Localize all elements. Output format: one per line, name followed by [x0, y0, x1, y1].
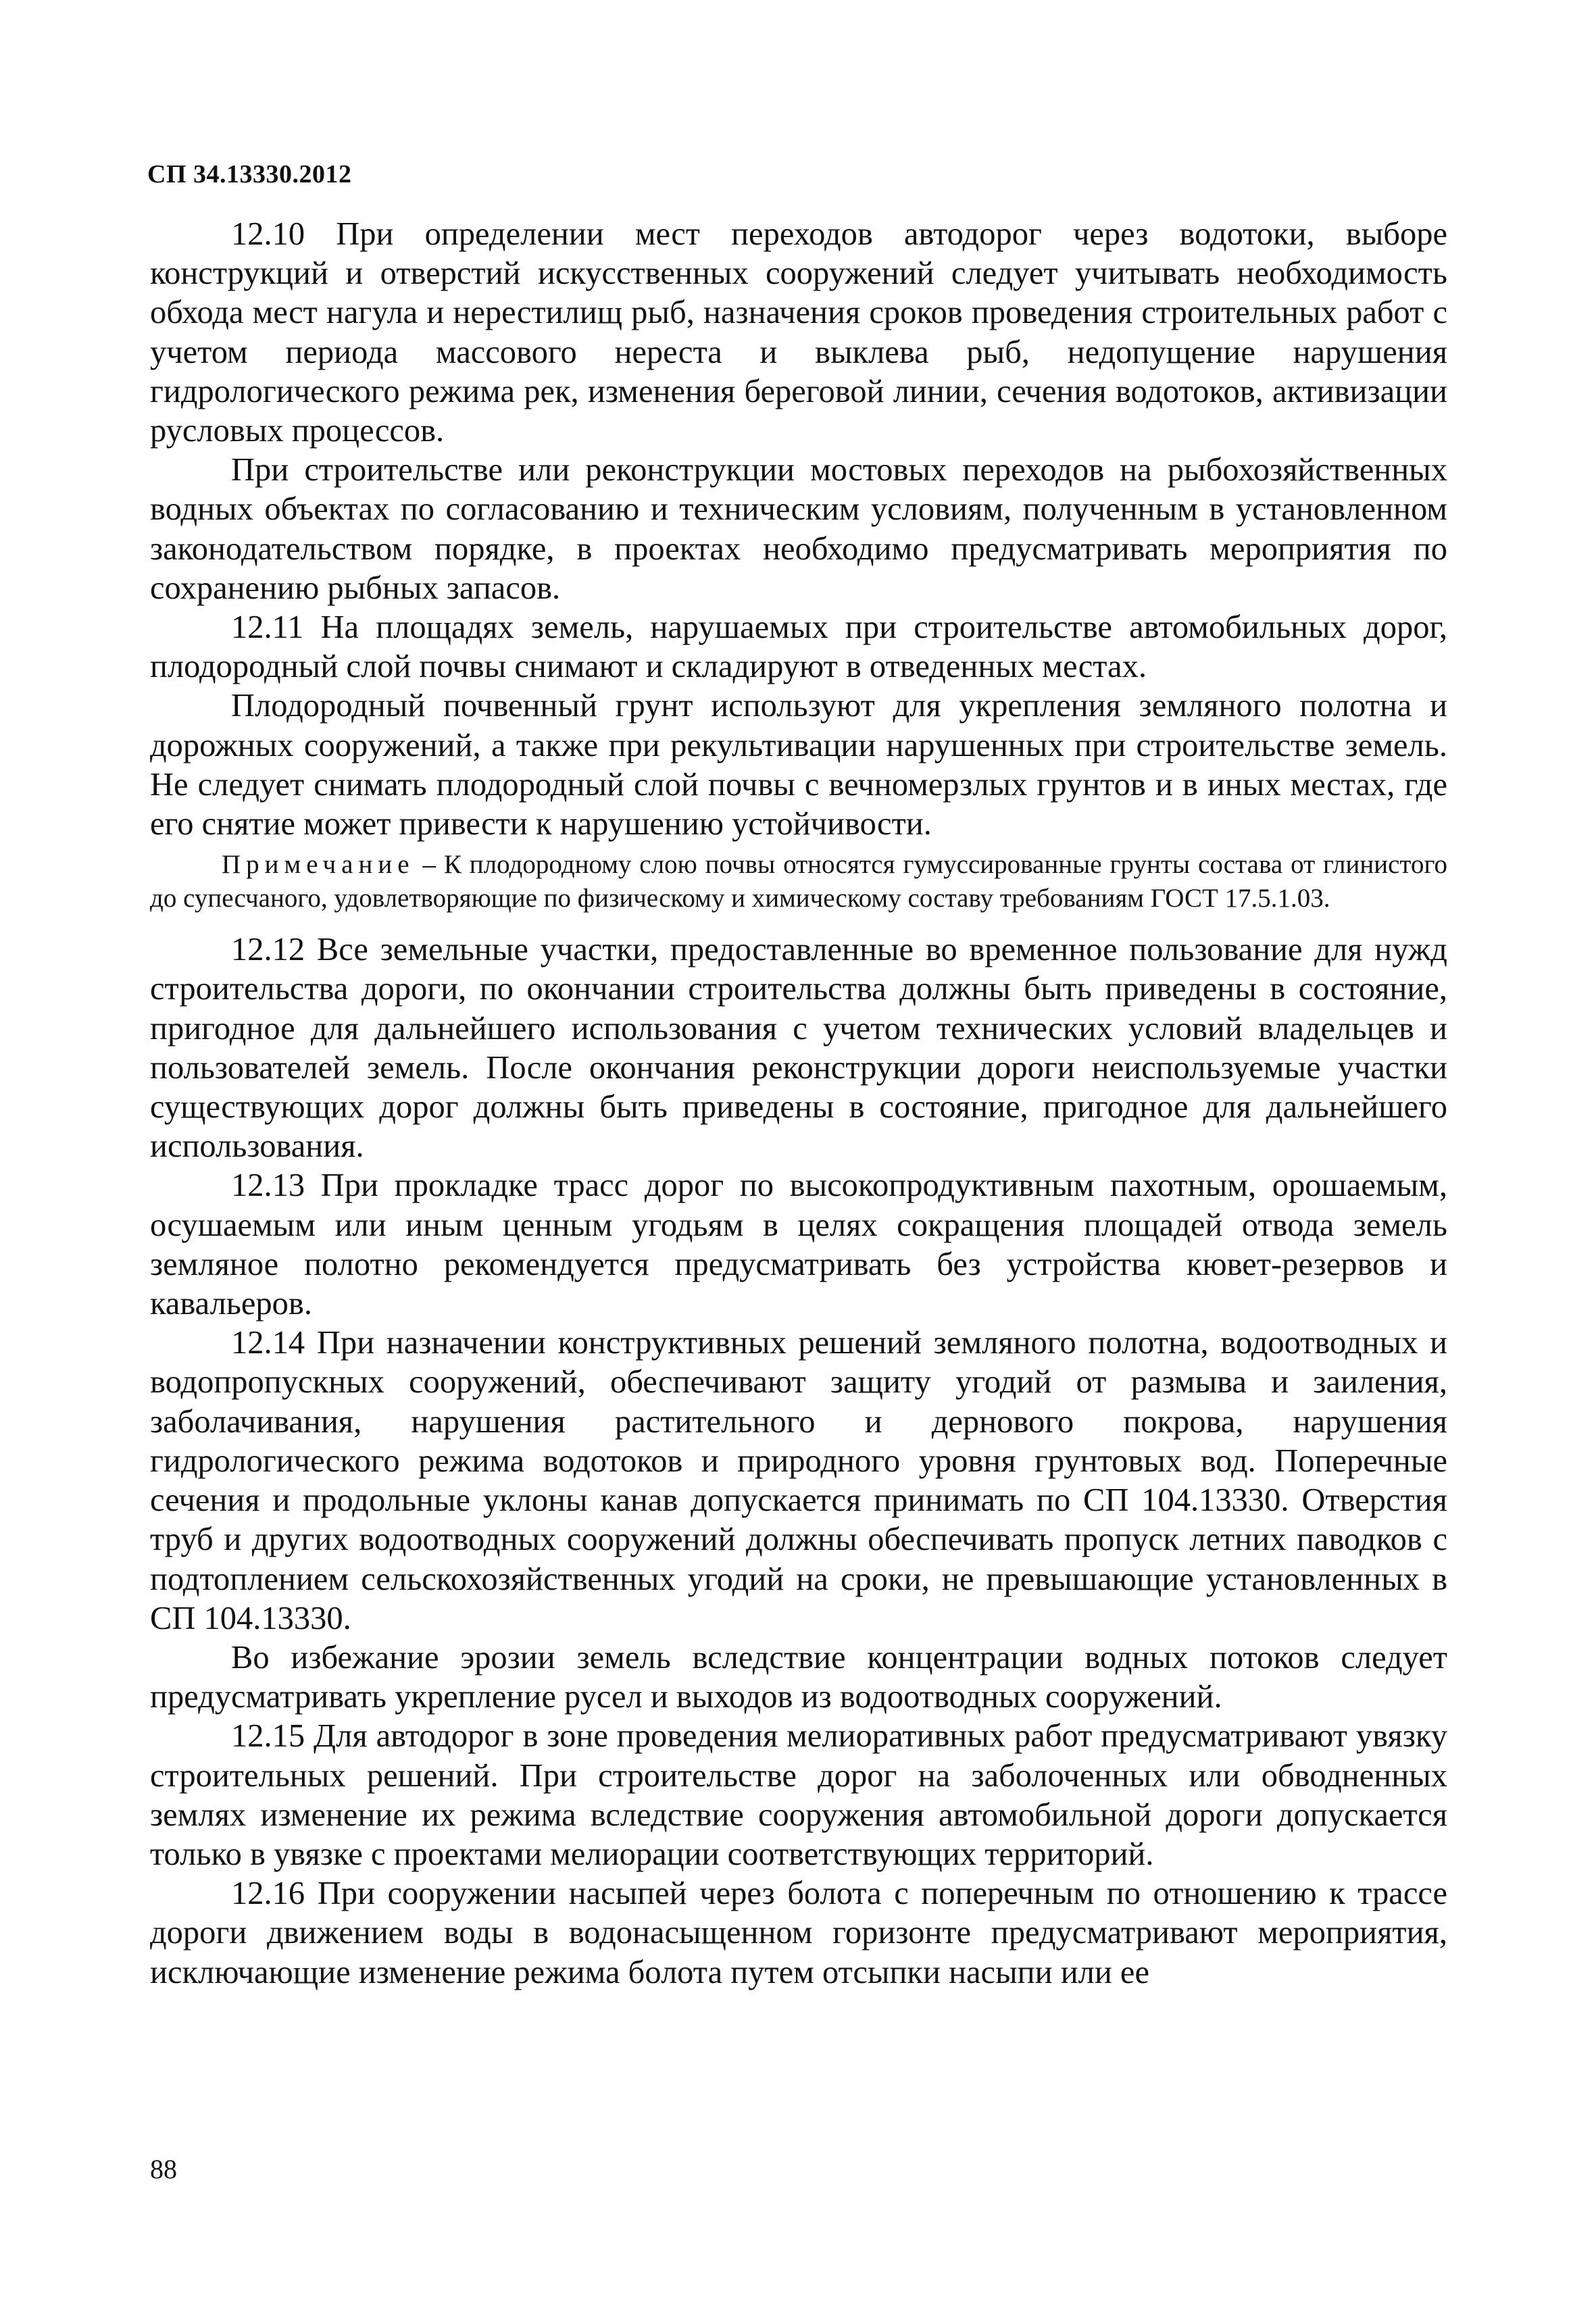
note-label: Примечание	[222, 850, 415, 880]
note-text: – К плодородному слою почвы относятся гумуссированные грунты состава от глинистого до супесчаного, удовлетворяющие по физическому и химическому составу требованиям ГОСТ 17.5.1.03.	[150, 850, 1447, 913]
page-number: 88	[150, 2154, 177, 2184]
paragraph-12-10: 12.10 При определении мест переходов автодорог через водотоки, выборе конструкций и отверстий искусственных сооружений следует учитывать необходимость обхода мест нагула и нерестилищ рыб, назначения сроков проведения строительных работ с учетом периода массового нереста и выклева рыб, недопущение нарушения гидрологического режима рек, изменения береговой линии, сечения водотоков, активизации русловых процессов.	[150, 216, 1447, 449]
paragraph-12-16: 12.16 При сооружении насыпей через болота с поперечным по отношению к трассе дороги движением воды в водонасыщенном горизонте предусматривают мероприятия, исключающие изменение режима болота путем отсыпки насыпи или ее	[150, 1876, 1447, 1990]
paragraph-fertile-soil: Плодородный почвенный грунт используют для укрепления земляного полотна и дорожных сооружений, а также при рекультивации нарушенных при строительстве земель. Не следует снимать плодородный слой почвы с вечномерзлых грунтов и в иных местах, где его снятие может привести к нарушению устойчивости.	[150, 688, 1447, 842]
paragraph-erosion: Во избежание эрозии земель вследствие концентрации водных потоков следует предусматривать укрепление русел и выходов из водоотводных сооружений.	[150, 1639, 1447, 1715]
paragraph-fish-protection: При строительстве или реконструкции мостовых переходов на рыбохозяйственных водных объектах по согласованию и техническим условиям, полученным в установленном законодательством порядке, в проектах необходимо предусматривать мероприятия по сохранению рыбных запасов.	[150, 452, 1447, 606]
paragraph-12-15: 12.15 Для автодорог в зоне проведения мелиоративных работ предусматривают увязку строительных решений. При строительстве дорог на заболоченных или обводненных землях изменение их режима вследствие сооружения автомобильной дороги допускается только в увязке с проектами мелиорации соответствующих территорий.	[150, 1718, 1447, 1872]
document-code-header: СП 34.13330.2012	[147, 160, 352, 188]
paragraph-12-13: 12.13 При прокладке трасс дорог по высокопродуктивным пахотным, орошаемым, осушаемым или иным ценным угодьям в целях сокращения площадей отвода земель земляное полотно рекомендуется предусматривать без устройства кювет-резервов и кавальеров.	[150, 1167, 1447, 1322]
paragraph-12-12: 12.12 Все земельные участки, предоставленные во временное пользование для нужд строительства дороги, по окончании строительства должны быть приведены в состояние, пригодное для дальнейшего использования с учетом технических условий владельцев и пользователей земель. После окончания реконструкции дороги неиспользуемые участки существующих дорог должны быть приведены в состояние, пригодное для дальнейшего использования.	[150, 932, 1447, 1165]
note	[150, 844, 1447, 930]
body-text	[150, 215, 1447, 1992]
paragraph-12-11: 12.11 На площадях земель, нарушаемых при строительстве автомобильных дорог, плодородный слой почвы снимают и складируют в отведенных местах.	[150, 609, 1447, 685]
paragraph-12-14: 12.14 При назначении конструктивных решений земляного полотна, водоотводных и водопропускных сооружений, обеспечивают защиту угодий от размыва и заиления, заболачивания, нарушения растительного и дернового покрова, нарушения гидрологического режима водотоков и природного уровня грунтовых вод. Поперечные сечения и продольные уклоны канав допускается принимать по СП 104.13330. Отверстия труб и других водоотводных сооружений должны обеспечивать пропуск летних паводков с подтоплением сельскохозяйственных угодий на сроки, не превышающие установленных в СП 104.13330.	[150, 1325, 1447, 1636]
